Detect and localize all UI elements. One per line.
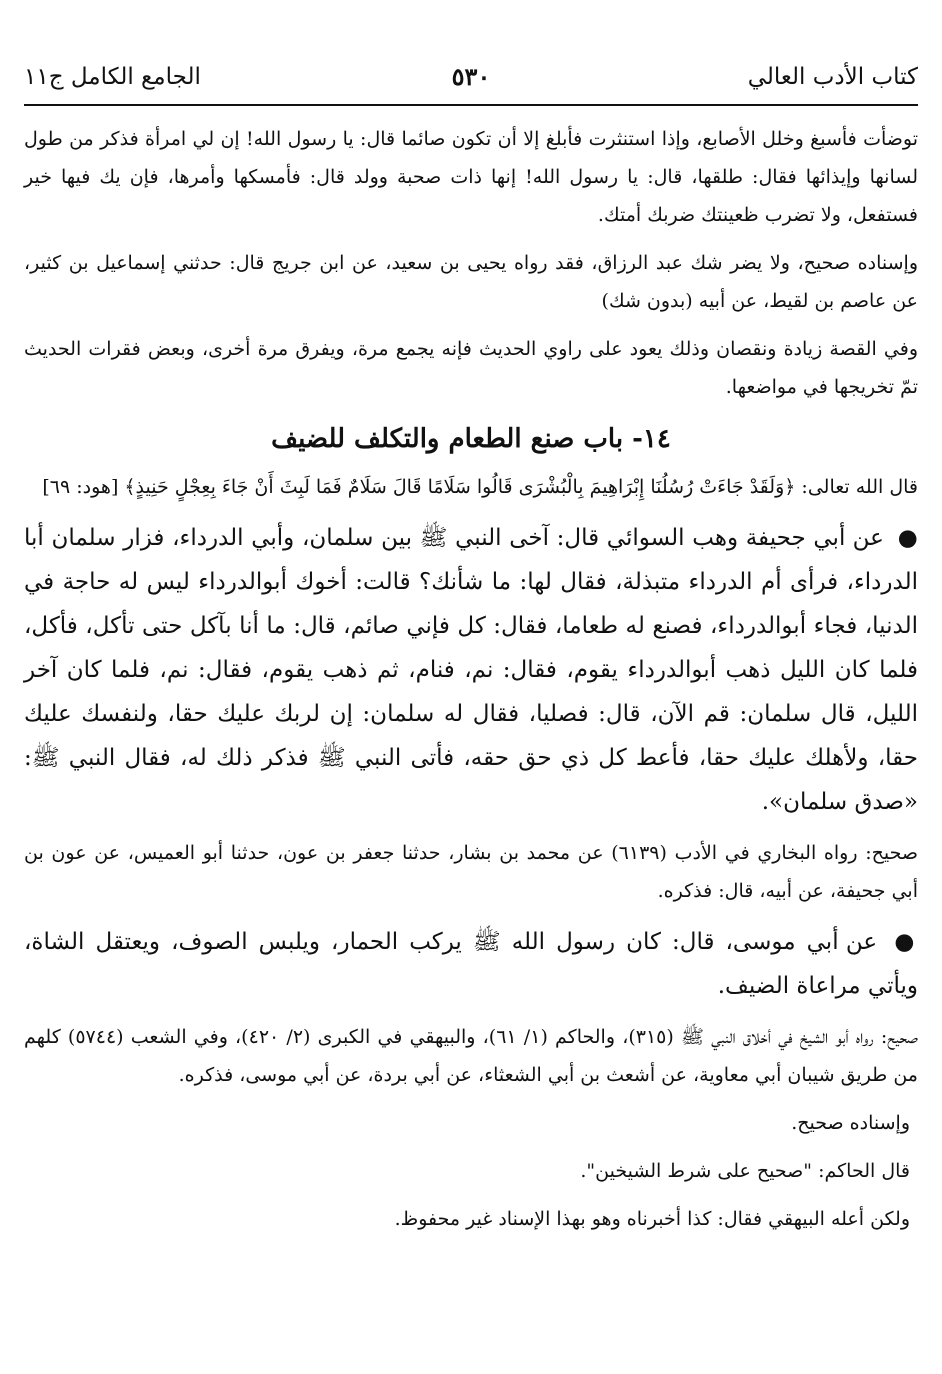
takhrij-bukhari: صحيح: رواه البخاري في الأدب (٦١٣٩) عن محمد بن بشار، حدثنا جعفر بن عون، حدثنا أبو العميس، عن عون بن أبي جحيفة، عن أبيه، قال: فذكره.: [24, 842, 918, 902]
bayhaqi-statement: ولكن أعله البيهقي فقال: كذا أخبرناه وهو بهذا الإسناد غير محفوظ.: [394, 1208, 910, 1230]
paragraph-isnad-note: وإسناده صحيح، ولا يضر شك عبد الرزاق، فقد رواه يحيى بن سعيد، عن ابن جريج قال: حدثني إسماعيل بن كثير، عن عاصم بن لقيط، عن أبيه (بدون شك): [24, 252, 918, 312]
hakim-statement: قال الحاكم: "صحيح على شرط الشيخين".: [580, 1160, 910, 1182]
series-title: الجامع الكامل ج١١: [24, 64, 201, 90]
isnad-sahih: وإسناده صحيح.: [791, 1112, 910, 1134]
quran-verse: ﴿وَلَقَدْ جَاءَتْ رُسُلُنَا إِبْرَاهِيمَ بِالْبُشْرَى قَالُوا سَلَامًا قَالَ سَلَامٌ فَمَا لَبِثَ أَنْ جَاءَ بِعِجْلٍ حَنِيذٍ﴾: [124, 476, 796, 498]
bullet-icon: ●: [894, 928, 919, 955]
page-number: ٥٣٠: [451, 62, 491, 91]
hadith-abu-musa: [24, 920, 918, 1008]
bullet-icon: ●: [897, 524, 919, 551]
quran-intro: قال الله تعالى:: [801, 476, 918, 498]
paragraph-story-note: وفي القصة زيادة ونقصان وذلك يعود على راوي الحديث فإنه يجمع مرة، ويفرق مرة أخرى، وبعض فقرات الحديث تمّ تخريجها في مواضعها.: [24, 338, 918, 398]
quran-citation: [24, 468, 918, 506]
quran-reference: [هود: ٦٩]: [42, 476, 119, 498]
hadith-text: عن أبي موسى، قال: كان رسول الله ﷺ يركب الحمار، ويلبس الصوف، ويعتقل الشاة، ويأتي مراعاة الضيف.: [24, 929, 918, 999]
chapter-heading: ١٤- باب صنع الطعام والتكلف للضيف: [271, 424, 671, 454]
hadith-text: عن أبي جحيفة وهب السوائي قال: آخى النبي ﷺ بين سلمان، وأبي الدرداء، فزار سلمان أبا الدرداء، فرأى أم الدرداء متبذلة، فقال لها: ما شأنك؟ قالت: أخوك أبوالدرداء ليس له حاجة في الدنيا، فجاء أبوالدرداء، فصنع له طعاما، فقال: كل فإني صائم، قال: ما أنا بآكل حتى تأكل، فأكل، فلما كان الليل ذهب أبوالدرداء يقوم، فقال: نم، فنام، ثم ذهب يقوم، فقال: نم، فلما كان آخر الليل، قال سلمان: قم الآن، قال: فصليا، فقال له سلمان: إن لربك عليك حقا، ولنفسك عليك حقا، ولأهلك عليك حقا، فأعط كل ذي حق حقه، فأتى النبي ﷺ فذكر ذلك له، فقال النبي ﷺ: «صدق سلمان».: [24, 525, 918, 815]
book-title: كتاب الأدب العالي: [747, 64, 918, 90]
page-header: [24, 58, 918, 106]
paragraph-continuation: توضأت فأسبغ وخلل الأصابع، وإذا استنثرت فأبلغ إلا أن تكون صائما قال: يا رسول الله! إن لي امرأة فذكر من طول لسانها وإيذائها فقال: طلقها، قال: يا رسول الله! إنها ذات صحبة وولد قال: فأمسكها وأمرها، فإن يك فيها خير فستفعل، ولا تضرب ظعينتك ضربك أمتك.: [24, 128, 918, 226]
takhrij-abu-alshaykh: صحيح: رواه أبو الشيخ في أخلاق النبي ﷺ (٣١٥)، والحاكم (١/ ٦١)، والبيهقي في الكبرى (٢/ ٤٢٠)، وفي الشعب (٥٧٤٤) كلهم من طريق شيبان أبي معاوية، عن أشعث بن أبي الشعثاء، عن أبي بردة، عن أبي موسى، فذكره.: [24, 1026, 918, 1086]
hadith-abu-juhayfa: [24, 516, 918, 824]
page-body: [24, 120, 918, 1248]
